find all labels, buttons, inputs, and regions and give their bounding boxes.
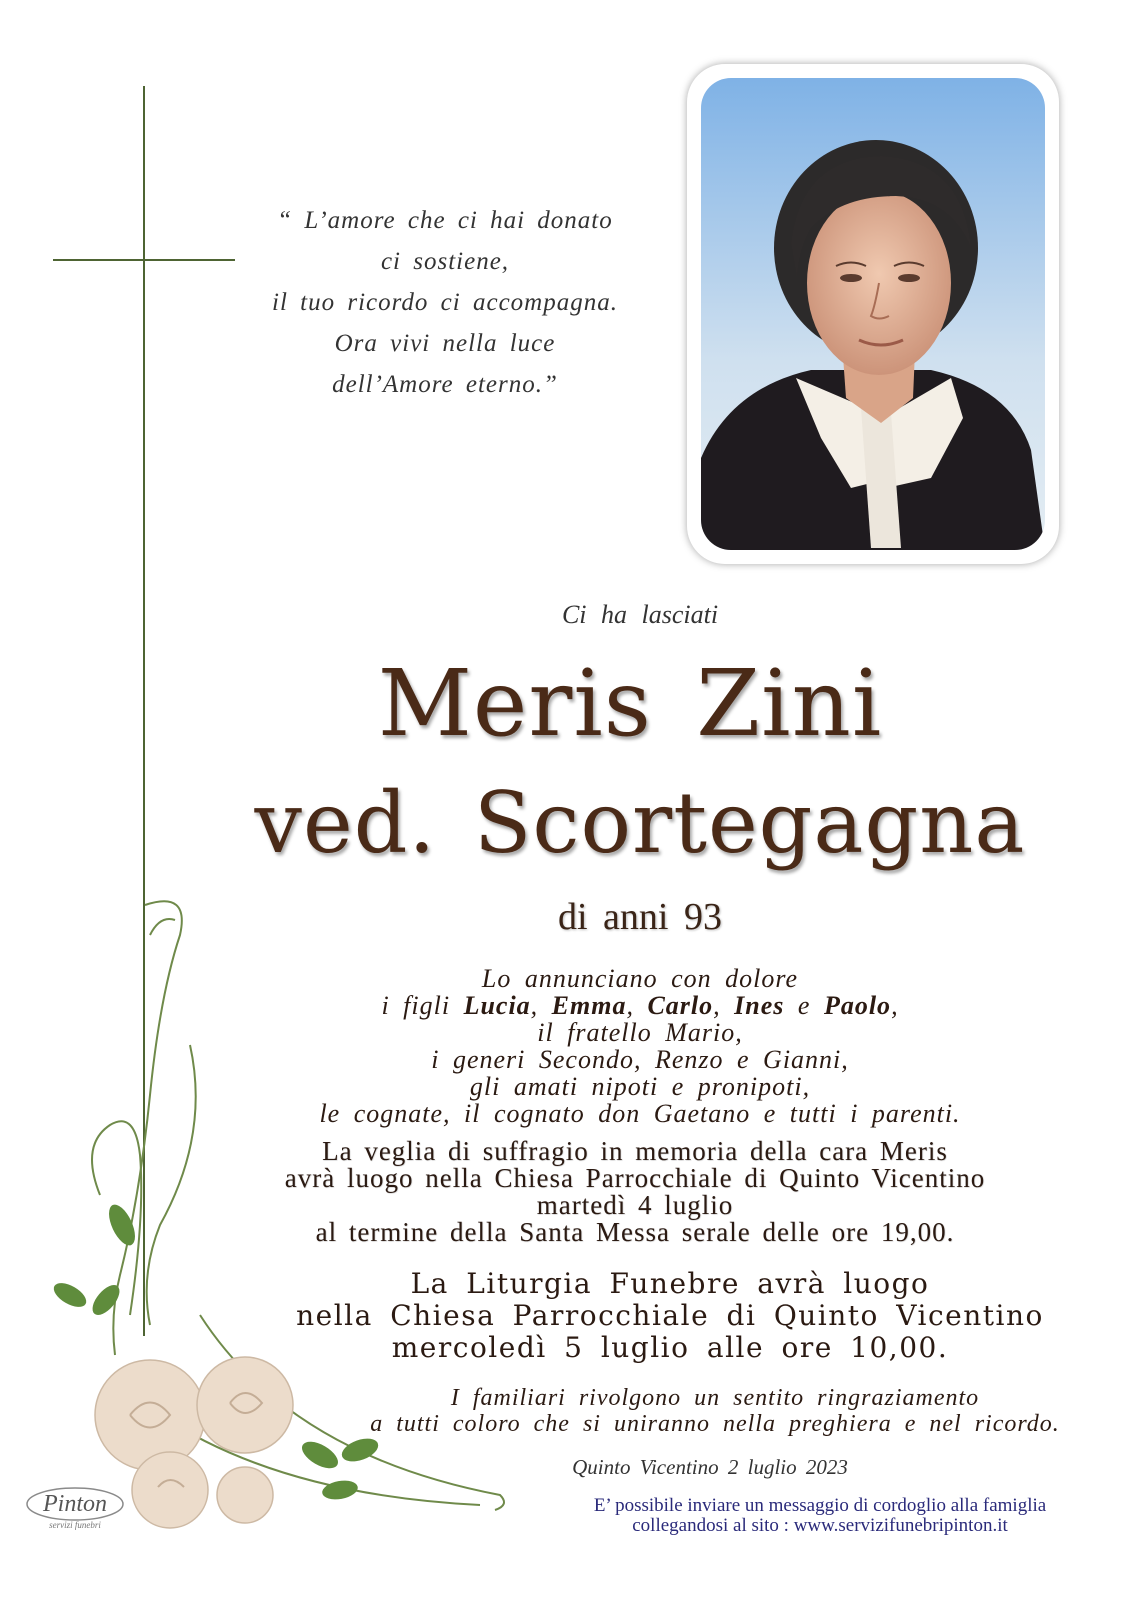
memorial-quote (220, 200, 670, 405)
quote-line: ci sostiene, (380, 248, 510, 275)
quote-line: il tuo ricordo ci accompagna. (272, 289, 618, 316)
vigil-line: al termine della Santa Messa serale delle ore 19,00. (315, 1217, 955, 1247)
child-name: Lucia (463, 991, 531, 1020)
contact-info (530, 1496, 1110, 1536)
vigil-line: La veglia di suffragio in memoria della cara Meris (322, 1136, 948, 1166)
announcement-line: le cognate, il cognato don Gaetano e tutti i parenti. (319, 1099, 961, 1128)
deceased-name: Meris Zini (377, 650, 883, 757)
intro-text: Ci ha lasciati (561, 600, 719, 629)
funeral-line: La Liturgia Funebre avrà luogo (410, 1267, 930, 1300)
quote-line: Ora vivi nella luce (334, 330, 556, 357)
pinton-logo (22, 1478, 128, 1538)
child-name: Emma (551, 991, 627, 1020)
child-name: Paolo (823, 991, 892, 1020)
portrait-photo (701, 78, 1045, 550)
children-line: i figli Lucia, Emma, Carlo, Ines e Paolo, (381, 991, 899, 1020)
rose-decoration (40, 895, 510, 1535)
contact-website-line[interactable]: collegandosi al sito : www.servizifunebripinton.it (632, 1515, 1008, 1536)
cross-horizontal-bar (53, 259, 235, 261)
thanks-line: a tutti coloro che si uniranno nella preghiera e nel ricordo. (370, 1411, 1060, 1437)
children-prefix: i figli (381, 991, 451, 1020)
announcement-line: il fratello Mario, (537, 1018, 743, 1047)
announcement-line: i generi Secondo, Renzo e Gianni, (431, 1045, 849, 1074)
child-name: Ines (734, 991, 785, 1020)
vigil-line: martedì 4 luglio (536, 1190, 734, 1220)
child-name: Carlo (647, 991, 714, 1020)
vigil-line: avrà luogo nella Chiesa Parrocchiale di Quinto Vicentino (284, 1163, 986, 1193)
dateline: Quinto Vicentino 2 luglio 2023 (572, 1455, 848, 1479)
logo-brand: Pinton (43, 1491, 107, 1517)
announcement-line: Lo annunciano con dolore (481, 964, 799, 993)
logo-tagline: servizi funebri (49, 1520, 101, 1530)
quote-line: “ L’amore che ci hai donato (277, 207, 613, 234)
deceased-surname-married: ved. Scortegagna (254, 774, 1026, 872)
deceased-age: di anni 93 (558, 896, 722, 938)
children-conjunction: e (797, 991, 811, 1020)
funeral-line: nella Chiesa Parrocchiale di Quinto Vicentino (296, 1299, 1044, 1332)
announcement-line: gli amati nipoti e pronipoti, (469, 1072, 811, 1101)
quote-line: dell’Amore eterno.” (332, 371, 558, 398)
funeral-line: mercoledì 5 luglio alle ore 10,00. (391, 1331, 949, 1364)
contact-line: E’ possibile inviare un messaggio di cordoglio alla famiglia (593, 1495, 1047, 1516)
thanks-line: I familiari rivolgono un sentito ringraziamento (450, 1385, 980, 1411)
